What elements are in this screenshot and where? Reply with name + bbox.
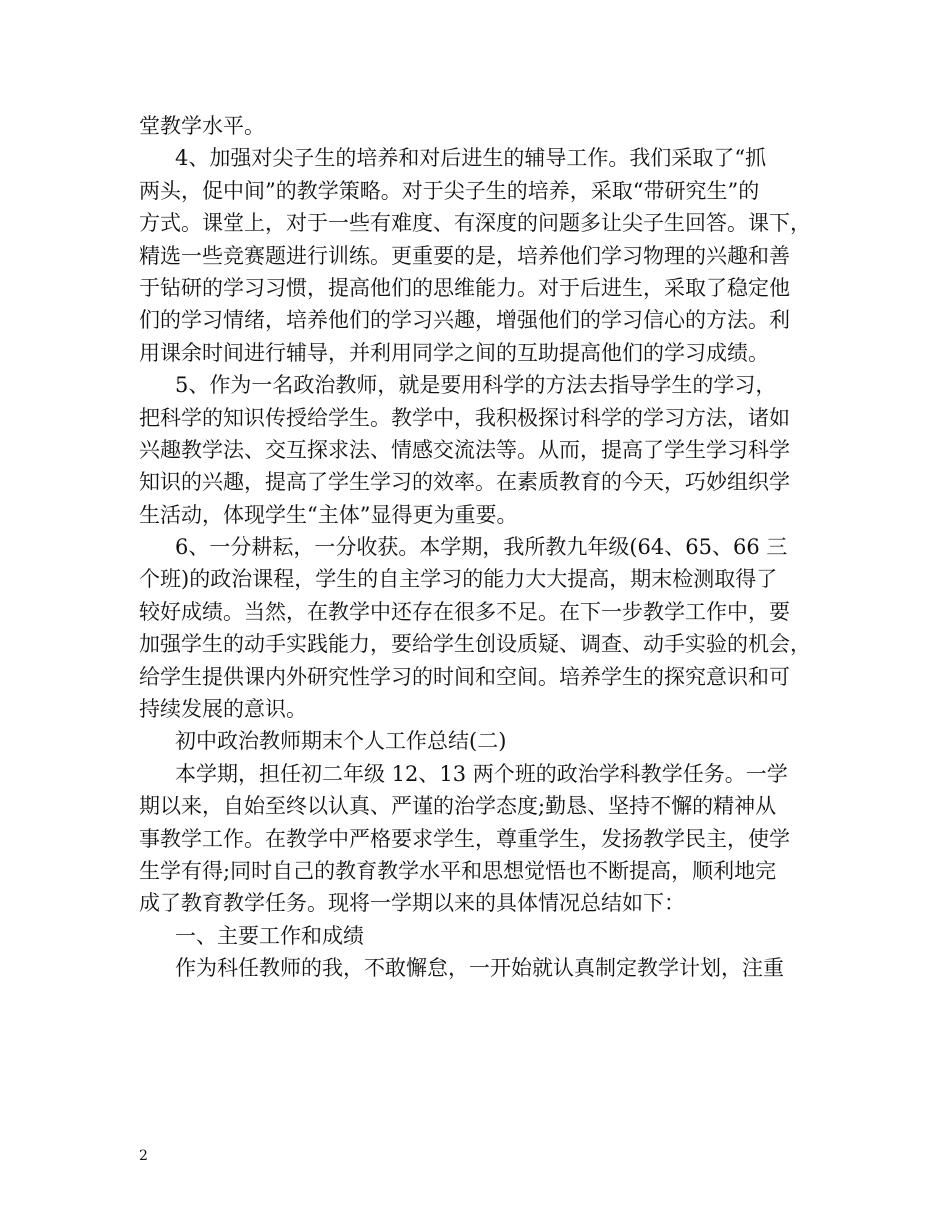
text-line: 两头，促中间”的教学策略。对于尖子生的培养，采取“带研究生”的: [139, 178, 760, 203]
text-line: 们的学习情绪，培养他们的学习兴趣，增强他们的学习信心的方法。利: [139, 308, 790, 333]
text-line: 堂教学水平。: [139, 114, 265, 138]
text-line: 生学有得;同时自己的教育教学水平和思想觉悟也不断提高，顺利地完: [139, 858, 777, 883]
text-line: 初中政治教师期末个人工作总结(二): [175, 729, 507, 754]
text-line: 于钻研的学习习惯，提高他们的思维能力。对于后进生，采取了稳定他: [139, 275, 790, 300]
text-line: 持续发展的意识。: [139, 697, 307, 722]
text-line: 用课余时间进行辅导，并利用同学之间的互助提高他们的学习成绩。: [139, 340, 769, 365]
text-line: 较好成绩。当然，在教学中还存在很多不足。在下一步教学工作中，要: [139, 599, 790, 624]
text-line: 个班)的政治课程，学生的自主学习的能力大大提高，期末检测取得了: [139, 567, 778, 592]
text-line: 兴趣教学法、交互探求法、情感交流法等。从而，提高了学生学习科学: [139, 437, 790, 462]
text-line: 4、加强对尖子生的培养和对后进生的辅导工作。我们采取了“抓: [175, 146, 767, 171]
text-line: 加强学生的动手实践能力，要给学生创设质疑、调查、动手实验的机会，: [139, 632, 811, 657]
text-line: 6、一分耕耘，一分收获。本学期，我所教九年级(64、65、66 三: [175, 535, 788, 560]
text-line: 方式。课堂上，对于一些有难度、有深度的问题多让尖子生回答。课下，: [139, 211, 811, 236]
text-line: 成了教育教学任务。现将一学期以来的具体情况总结如下：: [139, 891, 685, 916]
text-line: 本学期，担任初二年级 12、13 两个班的政治学科教学任务。一学: [175, 761, 788, 786]
text-line: 给学生提供课内外研究性学习的时间和空间。培养学生的探究意识和可: [139, 664, 790, 689]
document-body: [139, 110, 829, 985]
text-line: 5、作为一名政治教师，就是要用科学的方法去指导学生的学习，: [175, 373, 777, 398]
text-line: 生活动，体现学生“主体”显得更为重要。: [139, 502, 518, 527]
text-line: 把科学的知识传授给学生。教学中，我积极探讨科学的学习方法，诸如: [139, 405, 790, 430]
text-line: 期以来，自始至终以认真、严谨的治学态度;勤恳、坚持不懈的精神从: [139, 794, 777, 819]
page-number: 2: [139, 1148, 148, 1164]
text-line: 事教学工作。在教学中严格要求学生，尊重学生，发扬教学民主，使学: [139, 826, 790, 851]
text-line: 作为科任教师的我，不敢懈怠，一开始就认真制定教学计划，注重: [175, 956, 784, 981]
text-line: 一、主要工作和成绩: [175, 923, 364, 948]
text-line: 精选一些竞赛题进行训练。更重要的是，培养他们学习物理的兴趣和善: [139, 243, 790, 268]
text-line: 知识的兴趣，提高了学生学习的效率。在素质教育的今天，巧妙组织学: [139, 470, 790, 495]
